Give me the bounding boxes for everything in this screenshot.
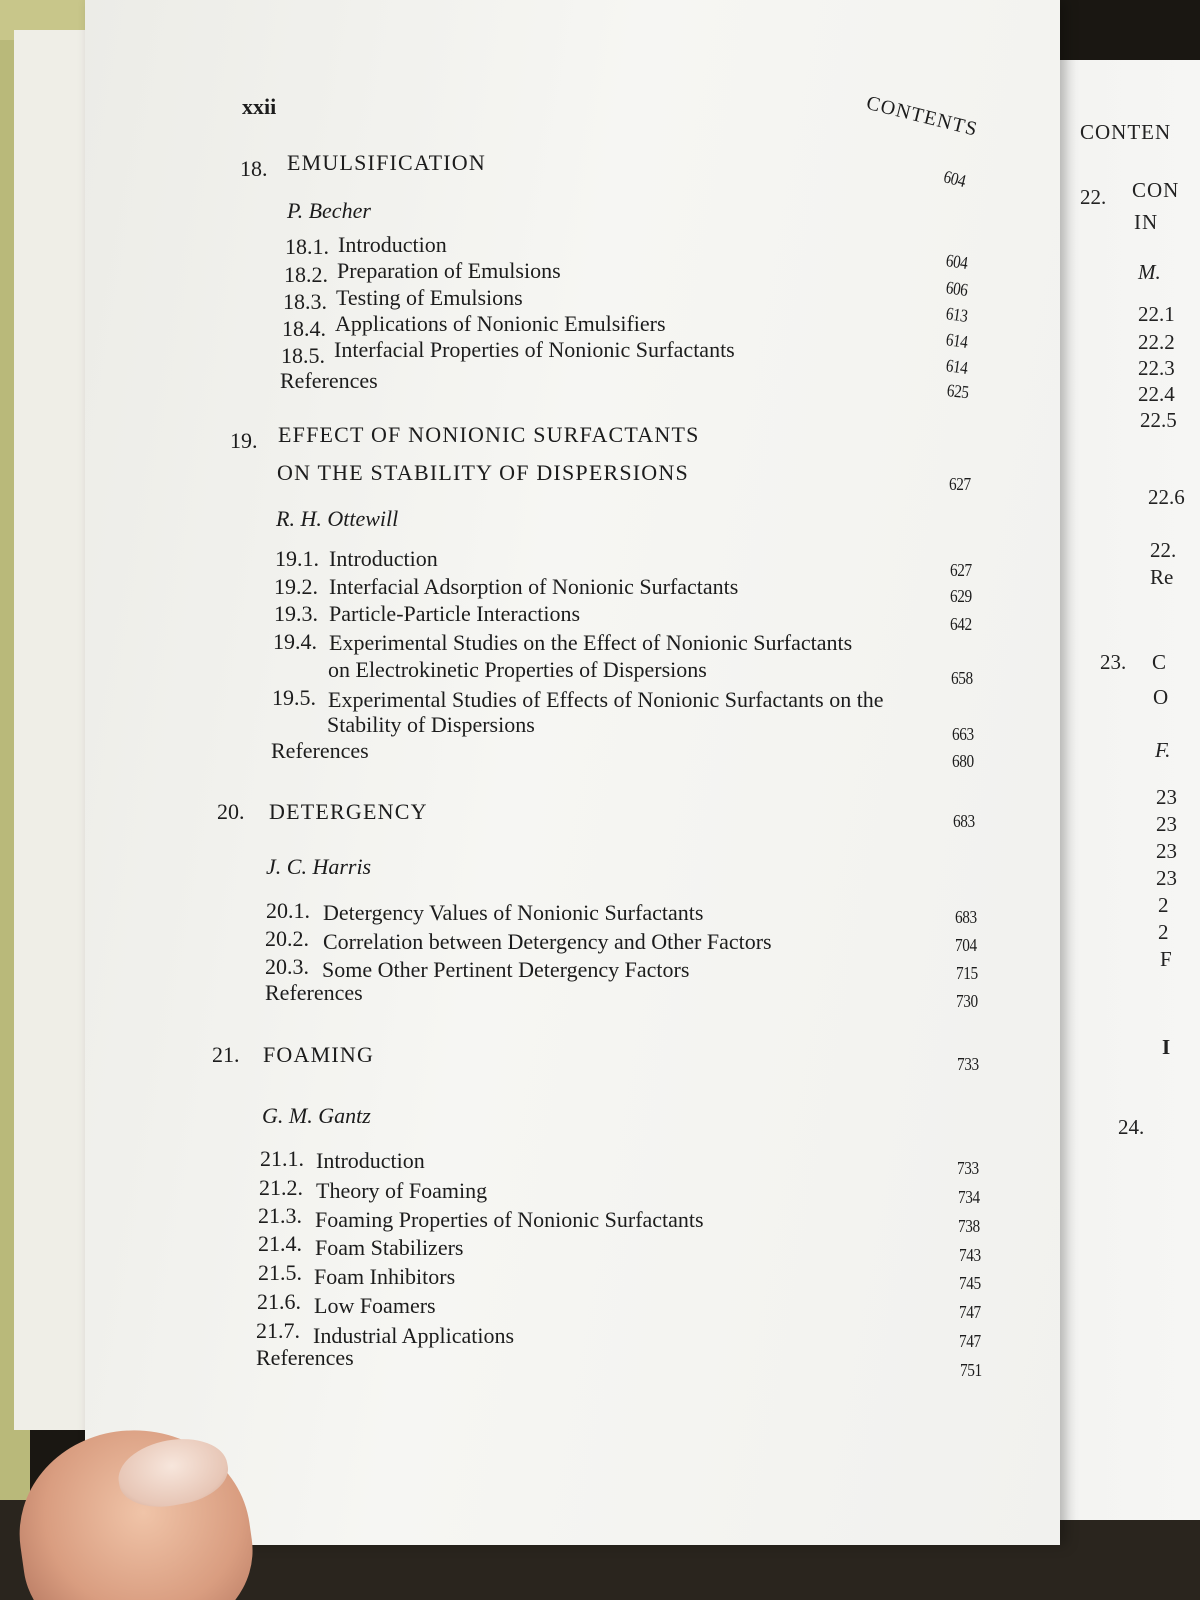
section-number: 18.1. [285,234,329,259]
facing-ch23-section: 23 [1156,785,1177,809]
section-title: Interfacial Adsorption of Nonionic Surfactants [329,574,739,599]
chapter-title: DETERGENCY [269,799,428,824]
section-title: Theory of Foaming [316,1178,488,1203]
facing-ch22-section: 22.1 [1138,302,1175,326]
section-number: 21.5. [258,1260,302,1285]
chapter-author: R. H. Ottewill [276,506,399,531]
chapter-title-line: EFFECT OF NONIONIC SURFACTANTS [278,422,700,447]
references-label: References [265,980,363,1005]
section-number: 21.6. [257,1289,301,1314]
section-page: 733 [957,1158,979,1178]
section-number: 19.4. [273,629,317,654]
chapter-page: 604 [941,166,968,191]
references-label: References [271,738,369,763]
section-page: 614 [944,329,969,352]
section-page: 745 [959,1273,981,1293]
section-title: Foaming Properties of Nonionic Surfactants [315,1207,704,1232]
facing-ch23-section: 23 [1156,839,1177,863]
facing-ch23-title-1: C [1152,650,1168,674]
facing-ch23-number: 23. [1100,650,1127,674]
section-number: 19.5. [272,685,316,710]
references-page: 680 [952,751,974,771]
facing-ch23-section: 2 [1158,920,1169,944]
section-title: Particle-Particle Interactions [329,601,581,626]
section-number: 20.1. [266,898,310,923]
facing-ch23-section: 2 [1158,893,1169,917]
chapter-author: G. M. Gantz [262,1103,371,1128]
facing-ch22-section: 22.6 [1148,485,1185,509]
facing-ch22-title-1: CON [1132,178,1180,202]
chapter-page: 683 [953,811,975,831]
facing-ch22-references: Re [1150,565,1174,589]
section-page: 663 [952,724,974,744]
facing-ch22-section: 22. [1150,538,1177,562]
section-page: 604 [944,250,969,273]
section-title-line: on Electrokinetic Properties of Dispersions [328,657,707,682]
section-page: 734 [958,1187,980,1207]
section-title: Foam Inhibitors [314,1264,456,1289]
section-number: 21.3. [258,1203,302,1228]
section-page: 627 [950,560,972,580]
chapter-author: J. C. Harris [266,854,372,879]
section-number: 21.2. [259,1175,303,1200]
section-title: Introduction [329,546,438,571]
chapter-number: 18. [240,156,268,181]
facing-ch23-title-2: O [1153,685,1170,709]
references-page: 730 [956,991,978,1011]
facing-ch22-title-2: IN [1134,210,1159,234]
facing-ch22-section: 22.4 [1138,382,1175,406]
facing-ch22-section: 22.5 [1140,408,1177,432]
references-page: 625 [946,380,970,403]
section-title: Industrial Applications [313,1323,515,1348]
section-title: Testing of Emulsions [336,285,523,310]
chapter-title: FOAMING [263,1042,375,1067]
references-page: 751 [960,1360,982,1380]
section-title: Introduction [338,232,447,257]
facing-ch22-section: 22.2 [1138,330,1175,354]
section-page: 606 [944,277,969,300]
section-number: 21.4. [258,1231,302,1256]
chapter-number: 21. [212,1042,240,1067]
section-title: Introduction [316,1148,425,1173]
chapter-title: EMULSIFICATION [287,150,486,175]
section-number: 18.4. [282,316,326,341]
section-page: 613 [944,303,969,326]
page-number-roman: xxii [242,94,277,119]
chapter-number: 19. [230,428,258,453]
section-page: 658 [951,668,973,688]
facing-ch22-author: M. [1138,260,1161,284]
running-title: CONTENTS [864,91,981,141]
section-page: 683 [955,907,977,927]
section-page: 614 [944,355,969,378]
section-page: 704 [955,935,977,955]
section-page: 715 [956,963,978,983]
section-number: 20.2. [265,926,309,951]
section-page: 629 [950,586,972,606]
section-page: 747 [959,1331,981,1351]
section-page: 642 [950,614,972,634]
section-title: Interfacial Properties of Nonionic Surfactants [334,337,735,362]
section-page: 747 [959,1302,981,1322]
section-number: 18.3. [283,289,327,314]
section-number: 19.3. [274,601,318,626]
section-title: Foam Stabilizers [315,1235,464,1260]
facing-ch23-references: F [1160,947,1172,971]
section-title-line: Experimental Studies of Effects of Nonionic Surfactants on the [328,687,884,712]
section-page: 738 [958,1216,980,1236]
chapter-page: 627 [949,474,971,494]
section-number: 20.3. [265,954,309,979]
section-number: 19.2. [274,574,318,599]
section-number: 18.5. [281,343,325,368]
section-title: Low Foamers [314,1293,436,1318]
section-page: 743 [959,1245,981,1265]
facing-ch23-section: 23 [1156,812,1177,836]
facing-ch23-author: F. [1155,738,1171,762]
facing-ch23-section: 23 [1156,866,1177,890]
section-title-line: Stability of Dispersions [327,712,535,737]
chapter-author: P. Becher [287,198,371,223]
section-title: Correlation between Detergency and Other Factors [323,929,772,954]
facing-ch22-section: 22.3 [1138,356,1175,380]
section-title-line: Experimental Studies on the Effect of Nonionic Surfactants [329,630,853,655]
section-title: Detergency Values of Nonionic Surfactants [323,900,704,925]
section-title: Some Other Pertinent Detergency Factors [322,957,690,982]
chapter-page: 733 [957,1054,979,1074]
facing-ch22-number: 22. [1080,185,1107,209]
section-number: 21.1. [260,1146,304,1171]
chapter-title-line: ON THE STABILITY OF DISPERSIONS [277,460,689,485]
section-number: 21.7. [256,1318,300,1343]
references-label: References [256,1345,354,1370]
section-title: Preparation of Emulsions [337,258,561,283]
section-title: Applications of Nonionic Emulsifiers [335,311,666,336]
chapter-number: 20. [217,799,245,824]
facing-running-title: CONTEN [1080,120,1172,144]
section-number: 18.2. [284,262,328,287]
facing-ch23-tail: I [1162,1035,1171,1059]
section-number: 19.1. [275,546,319,571]
references-label: References [280,368,378,393]
facing-ch24-number: 24. [1118,1115,1145,1139]
